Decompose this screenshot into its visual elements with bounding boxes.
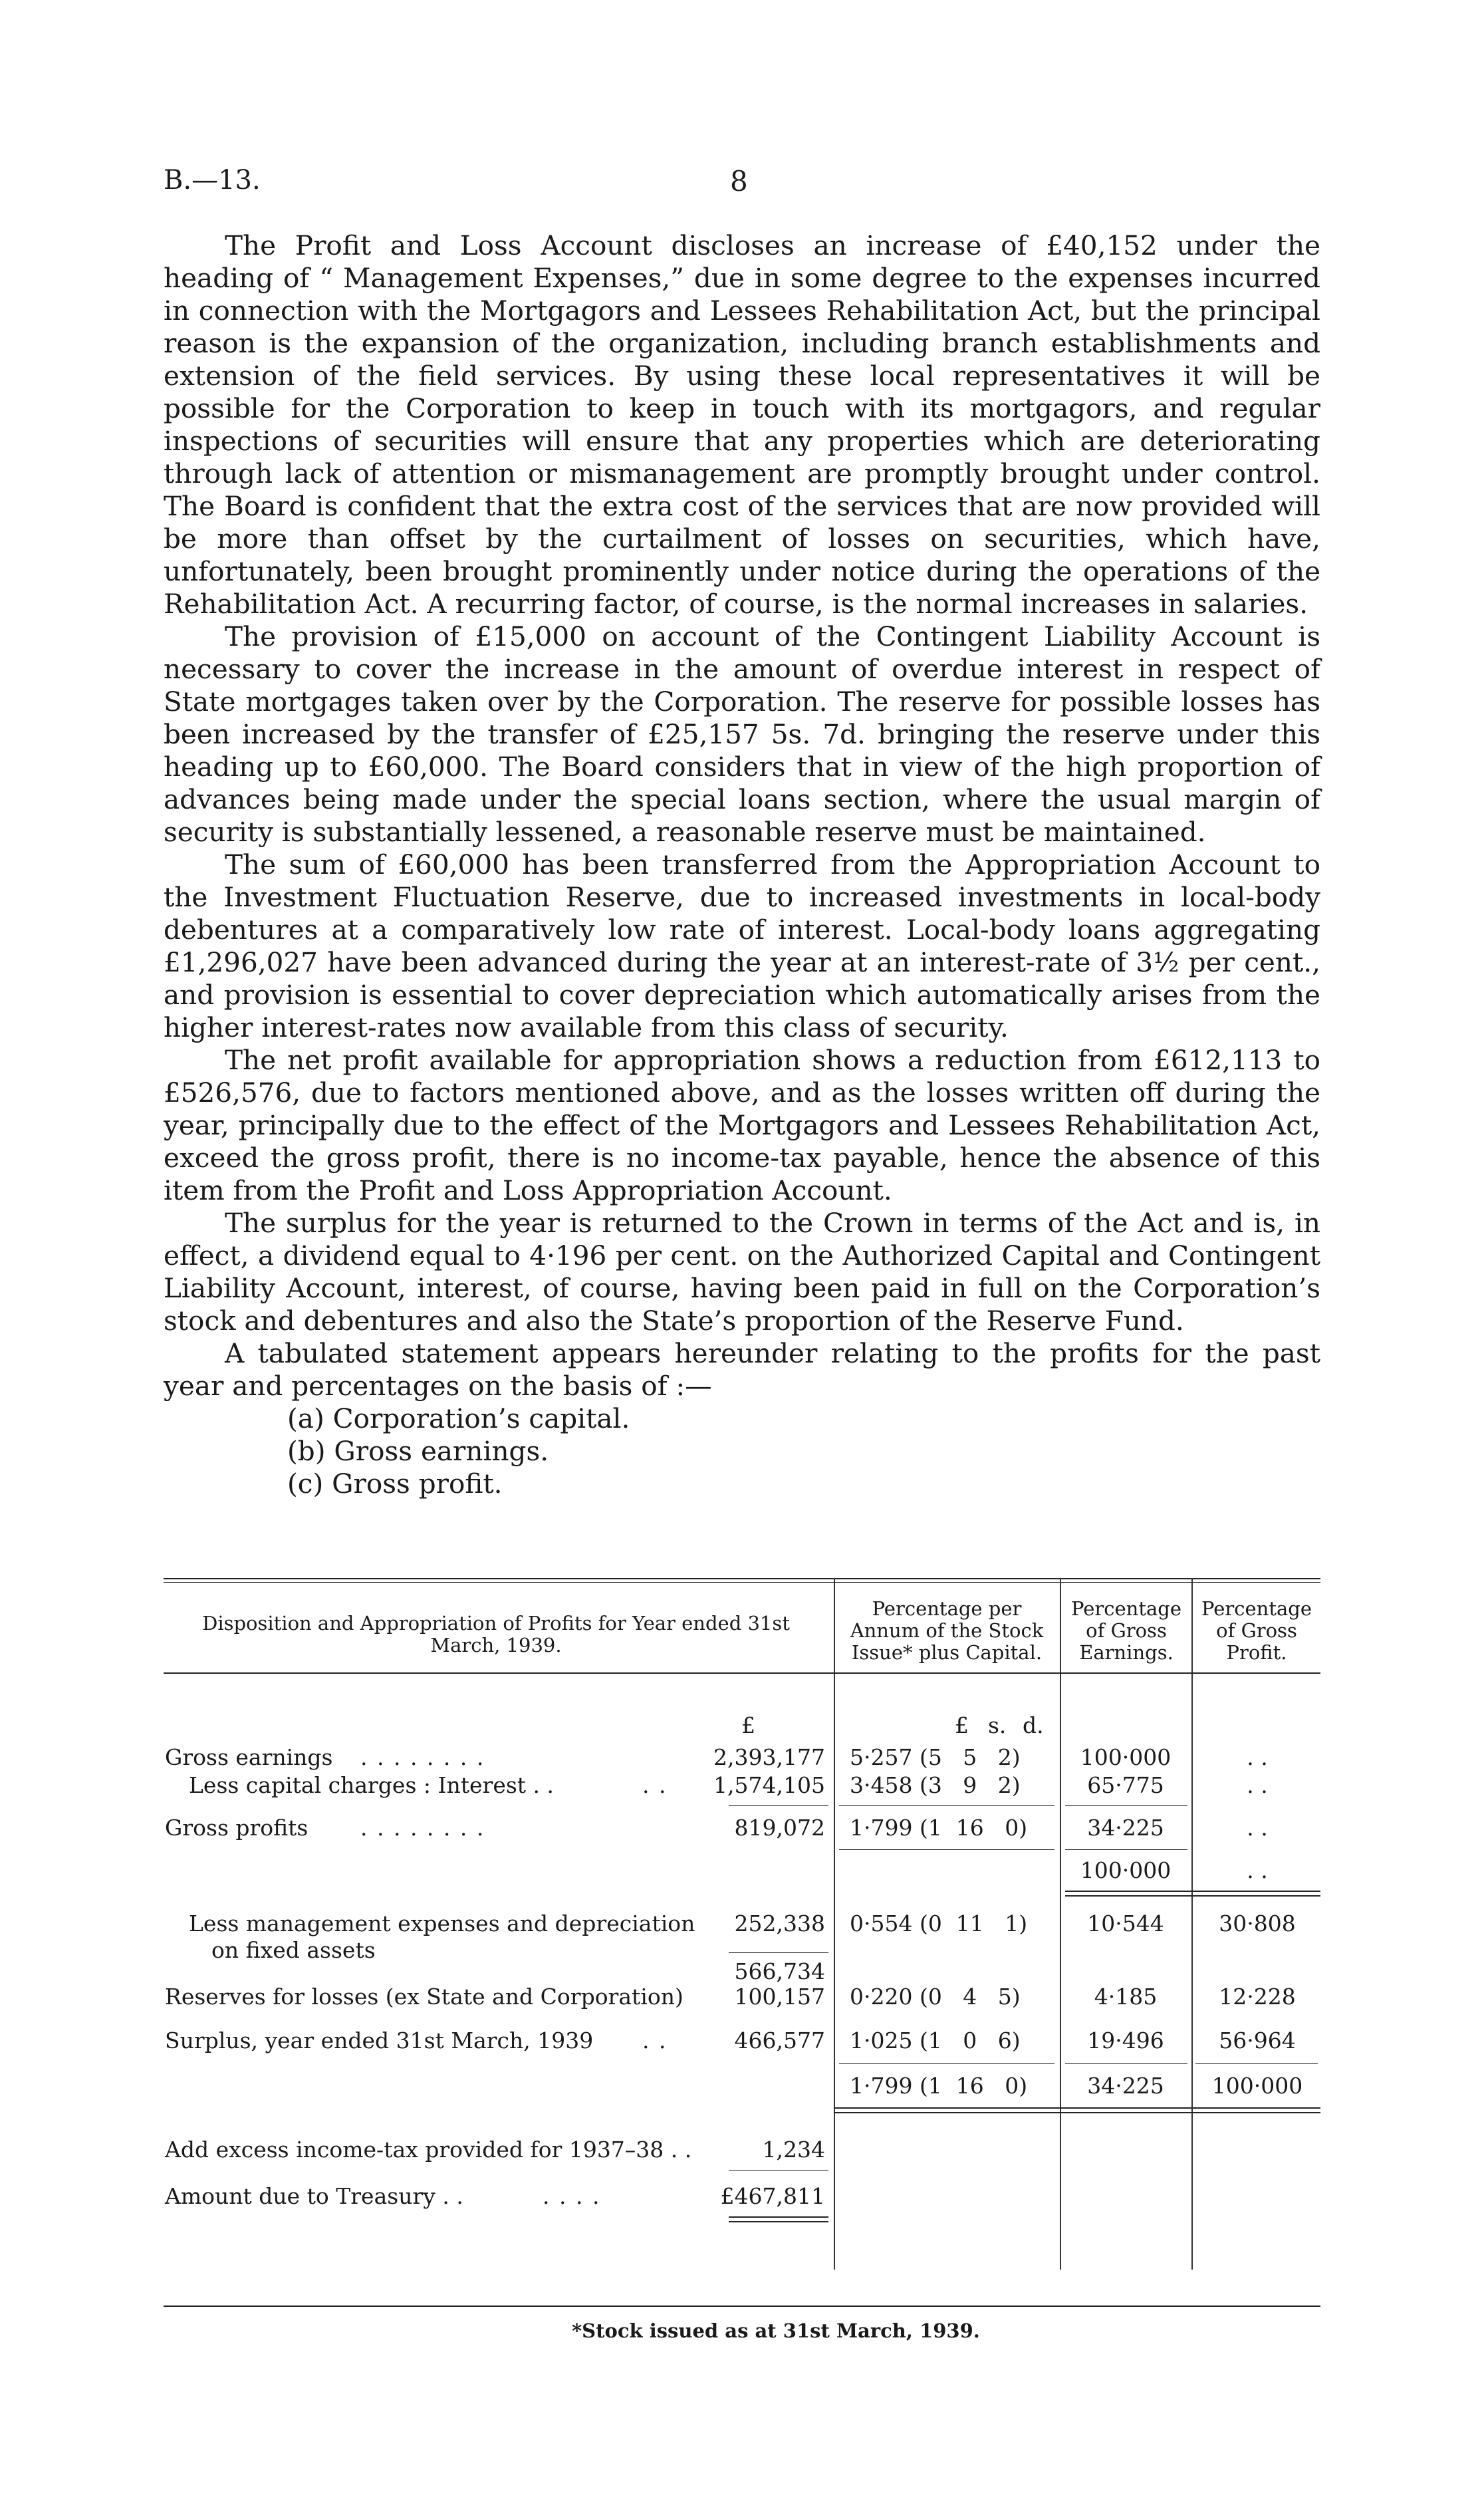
body-text (164, 229, 1320, 1500)
pct-earn-total-100: 100·000 (1080, 1857, 1172, 1883)
subtotal-rule (729, 1952, 828, 1953)
leader-dots: . . (642, 1772, 668, 1798)
table-bottom-rule (164, 2306, 1320, 2307)
unit-s: s. (988, 1712, 1007, 1738)
pct-earn-surplus: 19·496 (1087, 2028, 1164, 2053)
row-label-gross-profits: Gross profits (165, 1815, 309, 1841)
paragraph-tabulated-statement: A tabulated statement appears hereunder relating to the profits for the past year and percentages on the basis of :— (164, 1337, 1320, 1402)
row-label-gross-earnings: Gross earnings (165, 1744, 333, 1770)
pct-earn-gross-profits: 34·225 (1087, 1815, 1164, 1841)
page-header (164, 165, 1320, 211)
pct-profit-total-dots: . . (1247, 1857, 1268, 1883)
profit-appropriation-table (164, 1578, 1320, 2309)
row-label-capital-charges: Less capital charges : Interest . . (189, 1772, 555, 1798)
paragraph-contingent-liability: The provision of £15,000 on account of the Contingent Liability Account is necessary to cover the increase in the amount of overdue interest in respect of State mortgages taken over by the Corporation. The reserve for possible losses has been increased by the transfer of £25,157 5s. 7d. bringing the reserve under this heading up to £60,000. The Board considers that in view of the high proportion of advances being made under the special loans section, where the usual margin of security is substantially lessened, a reasonable reserve must be maintained. (164, 620, 1320, 848)
subtotal-rule (839, 1849, 1054, 1850)
list-item: (c) Gross profit. (287, 1468, 503, 1500)
row-label-surplus: Surplus, year ended 31st March, 1939 (165, 2028, 594, 2053)
row-label-reserves: Reserves for losses (ex State and Corporation) (165, 1984, 683, 2010)
pct-profit-gross-profits: . . (1247, 1815, 1268, 1841)
pct-annum-total: 1·799 (1 16 0) (850, 2073, 1028, 2099)
pct-profit-reserves: 12·228 (1219, 1984, 1296, 2010)
leader-dots: . . . . . . . . (360, 1815, 485, 1841)
subtotal-rule (839, 2063, 1054, 2064)
double-rule (729, 2216, 828, 2218)
header-percentage-gross-earnings: Percentage of Gross Earnings. (1071, 1597, 1181, 1664)
pct-profit-gross-earnings: . . (1247, 1744, 1268, 1770)
double-rule (834, 2107, 1320, 2109)
header-rule (164, 1672, 1320, 1674)
basis-list (164, 1402, 1320, 1500)
leader-dots: . . . . . . . . (360, 1744, 485, 1770)
double-rule (1065, 1895, 1320, 1897)
leader-dots: . . . . (543, 2183, 601, 2209)
amount-excess-tax: 1,234 (762, 2137, 825, 2163)
unit-l: £ (955, 1712, 969, 1738)
pct-annum-gross-earnings: 5·257 (5 5 2) (850, 1744, 1021, 1770)
pct-profit-capital-charges: . . (1247, 1772, 1268, 1798)
paragraph-surplus: The surplus for the year is returned to the Crown in terms of the Act and is, in effect, a dividend equal to 4·196 per cent. on the Authorized Capital and Contingent Liability Account, interest, of course, having been paid in full on the Corporation’s stock and debentures and also the State’s proportion of the Reserve Fund. (164, 1207, 1320, 1337)
subtotal-rule (1065, 2063, 1187, 2064)
leader-dots: . . (642, 2028, 668, 2053)
footnote: *Stock issued as at 31st March, 1939. (572, 2319, 980, 2342)
amount-subtotal: 566,734 (734, 1958, 825, 1984)
amount-treasury: £467,811 (720, 2183, 825, 2209)
amount-gross-earnings: 2,393,177 (713, 1744, 825, 1770)
row-label-treasury: Amount due to Treasury . . (165, 2183, 463, 2209)
amount-capital-charges: 1,574,105 (713, 1772, 825, 1798)
pct-earn-management: 10·544 (1087, 1911, 1164, 1936)
unit-pound: £ (741, 1712, 755, 1738)
double-rule (834, 2112, 1320, 2113)
pct-earn-capital-charges: 65·775 (1087, 1772, 1164, 1798)
paragraph-net-profit: The net profit available for appropriation shows a reduction from £612,113 to £526,576, due to factors mentioned above, and as the losses written off during the year, principally due to the effect of the Mortgagors and Lessees Rehabilitation Act, exceed the gross profit, there is no income-tax payable, hence the absence of this item from the Profit and Loss Appropriation Account. (164, 1044, 1320, 1206)
pct-annum-management: 0·554 (0 11 1) (850, 1911, 1028, 1936)
row-label-management: Less management expenses and depreciation (189, 1911, 695, 1936)
row-label-management-2: on fixed assets (211, 1937, 376, 1963)
pct-annum-gross-profits: 1·799 (1 16 0) (850, 1815, 1028, 1841)
subtotal-rule (1195, 2063, 1318, 2064)
paragraph-investment-fluctuation: The sum of £60,000 has been transferred from the Appropriation Account to the Investment Fluctuation Reserve, due to increased investments in local-body debentures at a comparatively low rate of interest. Local-body loans aggregating £1,296,027 have been advanced during the year at an interest-rate of 3½ per cent., and provision is essential to cover depreciation which automatically arises from the higher interest-rates now available from this class of security. (164, 849, 1320, 1043)
pct-annum-reserves: 0·220 (0 4 5) (850, 1984, 1021, 2010)
subtotal-rule (1065, 1849, 1187, 1850)
paragraph-management-expenses: The Profit and Loss Account discloses an increase of £40,152 under the heading of “ Management Expenses,” due in some degree to the expenses incurred in connection with the Mortgagors and Lessees Rehabilitation Act, but the principal reason is the expansion of the organization, including branch establishments and extension of the field services. By using these local representatives it will be possible for the Corporation to keep in touch with its mortgagors, and regular inspections of securities will ensure that any properties which are deteriorating through lack of attention or mismanagement are promptly brought under control. The Board is confident that the extra cost of the services that are now provided will be more than offset by the curtailment of losses on securities, which have, unfortunately, been brought prominently under notice during the operations of the Rehabilitation Act. A recurring factor, of course, is the normal increases in salaries. (164, 229, 1320, 620)
list-item: (b) Gross earnings. (287, 1435, 549, 1467)
header-percentage-per-annum: Percentage per Annum of the Stock Issue* plus Capital. (850, 1597, 1044, 1664)
header-disposition: Disposition and Appropriation of Profits for Year ended 31st March, 1939. (202, 1612, 790, 1656)
column-divider (1060, 1578, 1061, 2270)
pct-earn-gross-earnings: 100·000 (1080, 1744, 1172, 1770)
column-divider (1191, 1578, 1193, 2270)
pct-annum-capital-charges: 3·458 (3 9 2) (850, 1772, 1021, 1798)
pct-profit-surplus: 56·964 (1219, 2028, 1296, 2053)
pct-annum-surplus: 1·025 (1 0 6) (850, 2028, 1021, 2053)
pct-profit-total: 100·000 (1211, 2073, 1303, 2099)
subtotal-rule (729, 2170, 828, 2171)
document-reference: B.—13. (164, 165, 261, 196)
subtotal-rule (729, 1805, 828, 1806)
row-label-excess-tax: Add excess income-tax provided for 1937–38 . . (165, 2137, 692, 2163)
subtotal-rule (839, 1805, 1054, 1806)
header-percentage-gross-profit: Percentage of Gross Profit. (1201, 1597, 1312, 1664)
page-number: 8 (730, 165, 748, 198)
table-top-rule (164, 1578, 1320, 1579)
unit-d: d. (1023, 1712, 1044, 1738)
list-item: (a) Corporation’s capital. (287, 1402, 630, 1434)
double-rule (729, 2221, 828, 2222)
amount-gross-profits: 819,072 (734, 1815, 825, 1841)
subtotal-rule (1065, 1805, 1187, 1806)
amount-management: 252,338 (734, 1911, 825, 1936)
pct-profit-management: 30·808 (1219, 1911, 1296, 1936)
pct-earn-total: 34·225 (1087, 2073, 1164, 2099)
pct-earn-reserves: 4·185 (1094, 1984, 1158, 2010)
amount-reserves: 100,157 (734, 1984, 825, 2010)
column-divider (834, 1578, 835, 2270)
amount-surplus: 466,577 (734, 2028, 825, 2053)
table-top-rule (164, 1582, 1320, 1583)
double-rule (1065, 1891, 1320, 1892)
